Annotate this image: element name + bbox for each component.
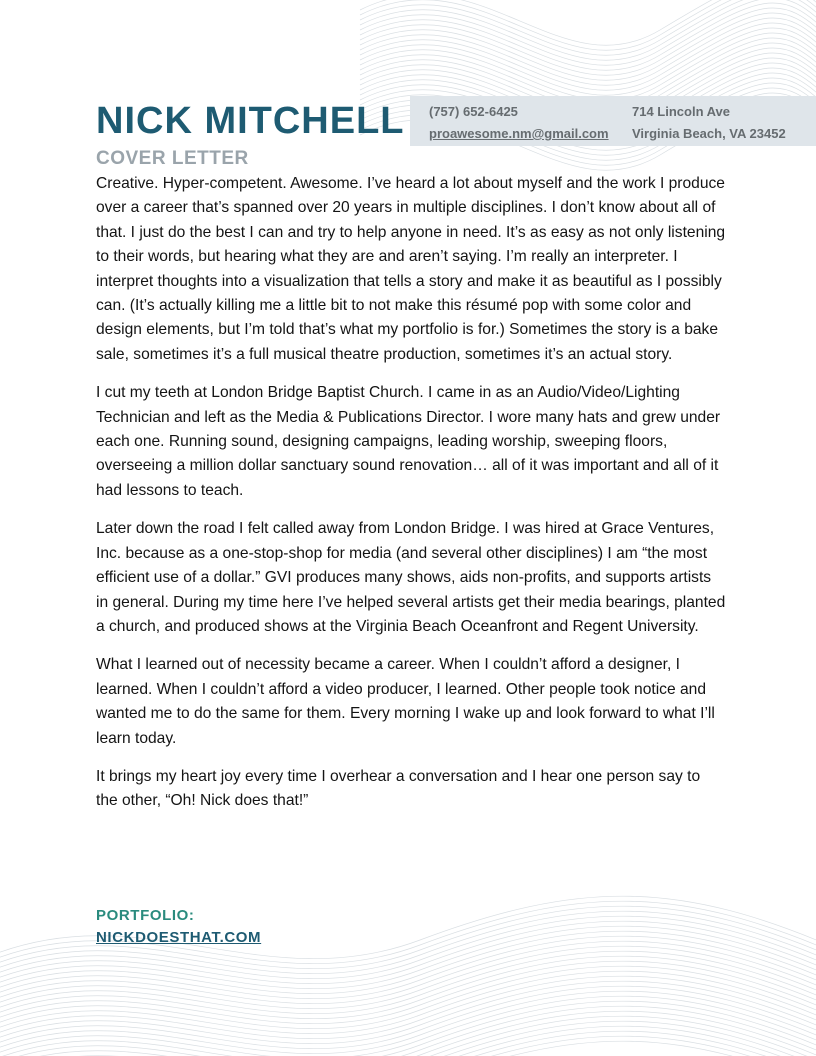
wave-line	[0, 976, 816, 1040]
wave-line	[0, 966, 816, 1030]
portfolio-label: PORTFOLIO:	[96, 907, 195, 924]
wave-line	[0, 1016, 816, 1056]
wave-line	[0, 986, 816, 1050]
wave-line	[0, 1031, 816, 1056]
wave-line	[0, 941, 816, 1005]
portfolio-link[interactable]: NICKDOESTHAT.COM	[96, 929, 262, 946]
email-link[interactable]: proawesome.nm@gmail.com	[429, 126, 609, 141]
paragraph-london-bridge: I cut my teeth at London Bridge Baptist Church. I came in as an Audio/Video/Lighting Technician and left as the Media & Publications Director. I wore many hats and grew under each one. Running sound, designing campaigns, leading worship, sweeping floors, overseeing a million dollar sanctuary sound renovation… all of it was important and all of it had lessons to teach.	[96, 384, 721, 499]
wave-line	[0, 961, 816, 1025]
wave-line	[0, 996, 816, 1056]
street-address: 714 Lincoln Ave	[632, 104, 731, 119]
wave-line	[0, 951, 816, 1015]
wave-line	[0, 956, 816, 1020]
wave-line	[0, 1006, 816, 1056]
city-state-zip: Virginia Beach, VA 23452	[632, 126, 786, 141]
paragraph-necessity: What I learned out of necessity became a career. When I couldn’t afford a designer, I learned. When I couldn’t afford a video producer, I learned. Other people took notice and wanted me to do the same for them. Every morning I wake up and look forward to what I’ll learn today.	[96, 656, 715, 747]
wave-line	[0, 981, 816, 1045]
wave-line	[0, 971, 816, 1035]
wave-line	[0, 946, 816, 1010]
paragraph-intro: Creative. Hyper-competent. Awesome. I’ve heard a lot about myself and the work I produce over a career that’s spanned over 20 years in multiple disciplines. I don’t know about all of that. I just do the best I can and try to help anyone in need. It’s as easy as not only listening to their words, but hearing what they are and aren’t saying. I’m really an interpreter. I interpret thoughts into a visualization that tells a story and make it as beautiful as I possibly can. (It’s actually killing me a little bit to not make this résumé pop with some color and design elements, but I’m told that’s what my portfolio is for.) Sometimes the story is a bake sale, sometimes it’s a full musical theatre production, sometimes it’s an actual story.	[96, 175, 726, 363]
document-subtitle: COVER LETTER	[96, 148, 249, 169]
wave-line	[0, 991, 816, 1055]
paragraph-closing: It brings my heart joy every time I overhear a conversation and I hear one person say to the other, “Oh! Nick does that!”	[96, 767, 701, 810]
applicant-name: NICK MITCHELL	[96, 100, 405, 142]
wave-line	[0, 1041, 816, 1056]
phone-number: (757) 652-6425	[429, 104, 518, 119]
paragraph-grace-ventures: Later down the road I felt called away from London Bridge. I was hired at Grace Ventures, Inc. because as a one-stop-shop for media (and several other disciplines) I am “the most efficient use of a dollar.” GVI produces many shows, aids non-profits, and supports artists in general. During my time here I’ve helped several artists get their media bearings, planted a church, and produced shows at the Virginia Beach Oceanfront and Regent University.	[96, 520, 726, 635]
wave-line	[360, 0, 816, 45]
letter-body	[96, 172, 726, 828]
